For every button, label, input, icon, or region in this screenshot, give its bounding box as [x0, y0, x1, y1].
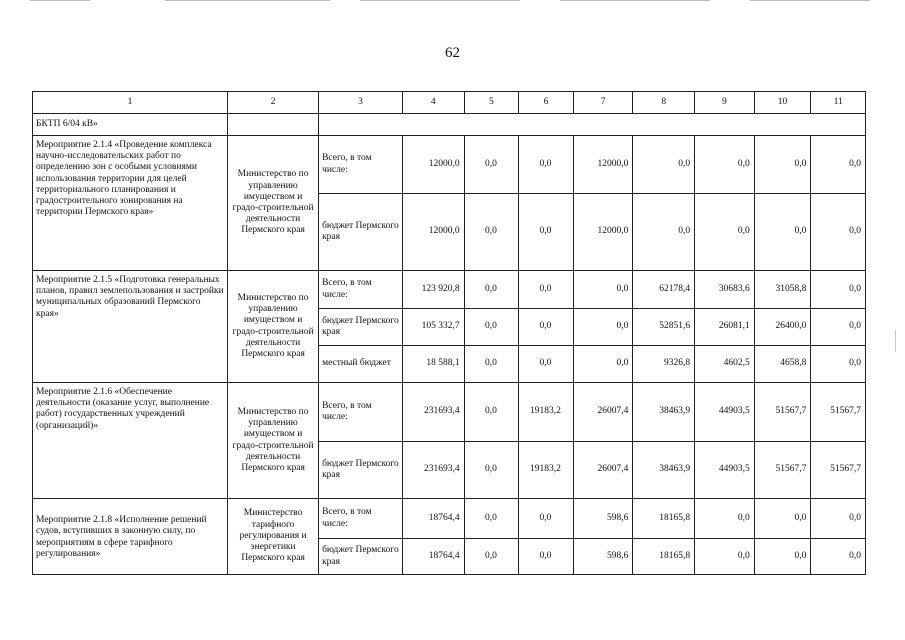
column-number-row — [33, 92, 866, 114]
amount-cell: 0,0 — [573, 309, 633, 346]
scan-artifact — [895, 330, 896, 352]
amount-cell: 0,0 — [695, 194, 755, 271]
scan-edge-line — [165, 0, 330, 1]
column-number: 7 — [573, 92, 633, 114]
scan-edge-line — [30, 0, 90, 1]
amount-cell: 0,0 — [519, 539, 574, 575]
continuation-text: БКТП 6/04 кВ» — [33, 114, 228, 136]
amount-cell: 0,0 — [811, 309, 866, 346]
amount-cell: 0,0 — [811, 136, 866, 194]
amount-cell: 0,0 — [695, 136, 755, 194]
amount-cell: 0,0 — [754, 499, 811, 539]
amount-cell: 38463,9 — [633, 442, 695, 499]
empty-cell — [319, 114, 866, 136]
amount-cell: 0,0 — [573, 346, 633, 383]
amount-cell: 18764,4 — [402, 539, 464, 575]
amount-cell: 62178,4 — [633, 271, 695, 309]
amount-cell: 4658,8 — [754, 346, 811, 383]
amount-cell: 0,0 — [811, 346, 866, 383]
amount-cell: 0,0 — [573, 271, 633, 309]
amount-cell: 30683,6 — [695, 271, 755, 309]
amount-cell: 0,0 — [695, 499, 755, 539]
amount-cell: 51567,7 — [754, 383, 811, 442]
scan-edge-line — [560, 0, 710, 1]
amount-cell: 12000,0 — [573, 136, 633, 194]
funding-source: бюджет Пермского края — [319, 442, 403, 499]
funding-source: Всего, в том числе: — [319, 499, 403, 539]
amount-cell: 598,6 — [573, 499, 633, 539]
amount-cell: 598,6 — [573, 539, 633, 575]
amount-cell: 0,0 — [464, 442, 519, 499]
amount-cell: 44903,5 — [695, 442, 755, 499]
amount-cell: 18165,8 — [633, 539, 695, 575]
amount-cell: 0,0 — [464, 271, 519, 309]
amount-cell: 44903,5 — [695, 383, 755, 442]
amount-cell: 19183,2 — [519, 442, 574, 499]
amount-cell: 0,0 — [519, 136, 574, 194]
column-number: 5 — [464, 92, 519, 114]
table-row — [33, 383, 866, 442]
amount-cell: 0,0 — [811, 194, 866, 271]
continuation-row — [33, 114, 866, 136]
amount-cell: 0,0 — [811, 271, 866, 309]
funding-source: бюджет Пермского края — [319, 194, 403, 271]
funding-source: Всего, в том числе: — [319, 136, 403, 194]
amount-cell: 123 920,8 — [402, 271, 464, 309]
amount-cell: 0,0 — [464, 136, 519, 194]
amount-cell: 38463,9 — [633, 383, 695, 442]
amount-cell: 51567,7 — [811, 383, 866, 442]
table-row — [33, 271, 866, 309]
amount-cell: 0,0 — [464, 346, 519, 383]
amount-cell: 51567,7 — [754, 442, 811, 499]
amount-cell: 0,0 — [633, 194, 695, 271]
amount-cell: 18764,4 — [402, 499, 464, 539]
column-number: 4 — [402, 92, 464, 114]
column-number: 3 — [319, 92, 403, 114]
amount-cell: 12000,0 — [402, 194, 464, 271]
amount-cell: 0,0 — [519, 499, 574, 539]
amount-cell: 0,0 — [811, 539, 866, 575]
amount-cell: 26007,4 — [573, 442, 633, 499]
amount-cell: 19183,2 — [519, 383, 574, 442]
amount-cell: 0,0 — [633, 136, 695, 194]
budget-table — [32, 91, 866, 575]
amount-cell: 0,0 — [519, 346, 574, 383]
funding-source: Всего, в том числе: — [319, 383, 403, 442]
column-number: 8 — [633, 92, 695, 114]
column-number: 11 — [811, 92, 866, 114]
executor-name: Министерство по управлению имуществом и градо-строительной деятельности Пермского края — [228, 383, 319, 499]
column-number: 2 — [228, 92, 319, 114]
amount-cell: 0,0 — [754, 539, 811, 575]
column-number: 6 — [519, 92, 574, 114]
table-row — [33, 499, 866, 539]
funding-source: бюджет Пермского края — [319, 309, 403, 346]
amount-cell: 4602,5 — [695, 346, 755, 383]
measure-name: Мероприятие 2.1.5 «Подготовка генеральных планов, правил землепользования и застройки муниципальных образований Пермского края» — [33, 271, 228, 383]
amount-cell: 0,0 — [754, 194, 811, 271]
amount-cell: 18 588,1 — [402, 346, 464, 383]
column-number: 10 — [754, 92, 811, 114]
amount-cell: 26400,0 — [754, 309, 811, 346]
executor-name: Министерство тарифного регулирования и энергетики Пермского края — [228, 499, 319, 575]
amount-cell: 52851,6 — [633, 309, 695, 346]
amount-cell: 31058,8 — [754, 271, 811, 309]
amount-cell: 0,0 — [464, 194, 519, 271]
amount-cell: 105 332,7 — [402, 309, 464, 346]
amount-cell: 0,0 — [464, 383, 519, 442]
amount-cell: 18165,8 — [633, 499, 695, 539]
table-row — [33, 136, 866, 194]
funding-source: бюджет Пермского края — [319, 539, 403, 575]
amount-cell: 0,0 — [464, 499, 519, 539]
amount-cell: 9326,8 — [633, 346, 695, 383]
empty-cell — [228, 114, 319, 136]
scan-edge-line — [750, 0, 870, 1]
executor-name: Министерство по управлению имуществом и градо-строительной деятельности Пермского края — [228, 136, 319, 271]
amount-cell: 51567,7 — [811, 442, 866, 499]
measure-name: Мероприятие 2.1.6 «Обеспечение деятельности (оказание услуг, выполнение работ) государственных учреждений (организаций)» — [33, 383, 228, 499]
measure-name: Мероприятие 2.1.8 «Исполнение решений судов, вступивших в законную силу, по мероприятиям в сфере тарифного регулирования» — [33, 499, 228, 575]
column-number: 1 — [33, 92, 228, 114]
column-number: 9 — [695, 92, 755, 114]
amount-cell: 0,0 — [754, 136, 811, 194]
amount-cell: 0,0 — [464, 539, 519, 575]
amount-cell: 26007,4 — [573, 383, 633, 442]
amount-cell: 26081,1 — [695, 309, 755, 346]
amount-cell: 0,0 — [464, 309, 519, 346]
measure-name: Мероприятие 2.1.4 «Проведение комплекса научно-исследовательских работ по определению зон с особыми условиями использования территории для целей территориального планирования и градостроительного зонирования на территории Пермского края» — [33, 136, 228, 271]
amount-cell: 0,0 — [519, 271, 574, 309]
amount-cell: 0,0 — [695, 539, 755, 575]
funding-source: местный бюджет — [319, 346, 403, 383]
amount-cell: 231693,4 — [402, 383, 464, 442]
amount-cell: 0,0 — [519, 194, 574, 271]
scan-edge-line — [360, 0, 520, 1]
executor-name: Министерство по управлению имуществом и градо-строительной деятельности Пермского края — [228, 271, 319, 383]
amount-cell: 231693,4 — [402, 442, 464, 499]
amount-cell: 0,0 — [811, 499, 866, 539]
amount-cell: 0,0 — [519, 309, 574, 346]
funding-source: Всего, в том числе: — [319, 271, 403, 309]
amount-cell: 12000,0 — [402, 136, 464, 194]
page-number: 62 — [445, 45, 460, 61]
amount-cell: 12000,0 — [573, 194, 633, 271]
